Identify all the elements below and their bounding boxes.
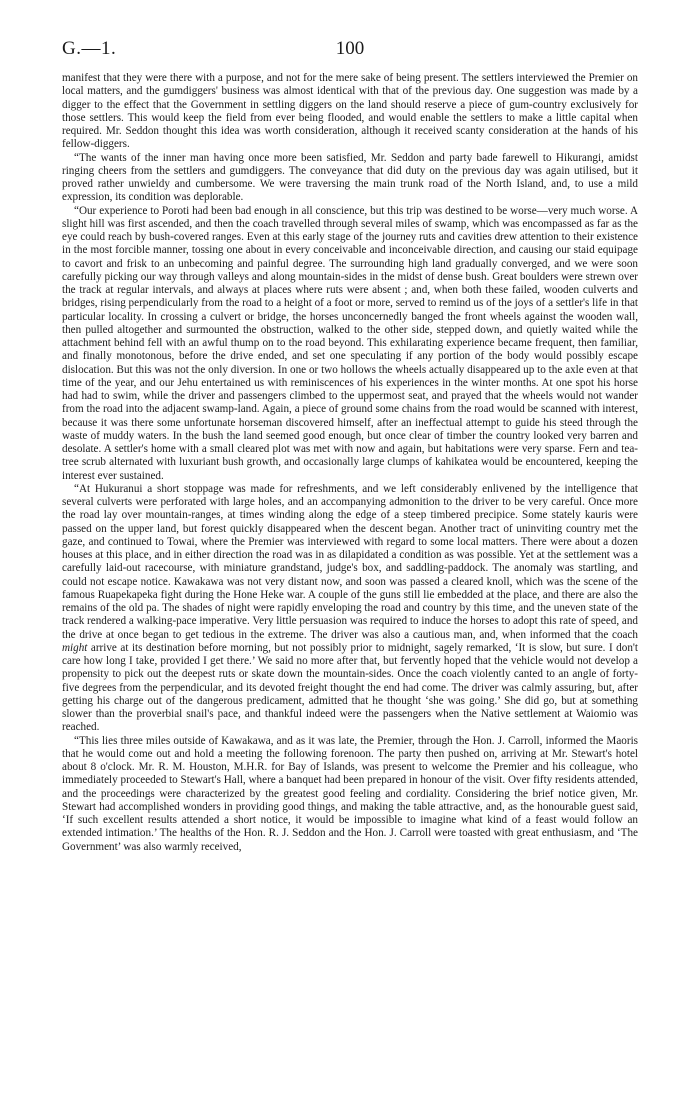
text-run: “This lies three miles outside of Kawakawa, and as it was late, the Premier, through the Hon. J. Carroll, informed the Maoris that he would come out and hold a meeting the following forenoon. The party then pushed on, arriving at Mr. Stewart's hotel about 8 o'clock. Mr. R. M. Houston, M.H.R. for Bay of Islands, was present to welcome the Premier and his colleague, who immediately proceeded to Stewart's Hall, where a banquet had been prepared in honour of the visit. Over fifty residents attended, and the proceedings were characterized by the greatest good feeling and cordiality. Considering the brief notice given, Mr. Stewart had accomplished wonders in providing good things, and making the table attractive, and, as the honourable guest said, ‘If such excellent results attended a short notice, it would be impossible to imagine what kind of a feast would follow an extended intimation.’ The healths of the Hon. R. J. Seddon and the Hon. J. Carroll were toasted with great enthusiasm, and ‘The Government’ was also warmly received, <box>62 734 638 853</box>
body-text <box>62 72 638 854</box>
paragraph <box>62 72 638 152</box>
paragraph <box>62 483 638 735</box>
text-run: “At Hukuranui a short stoppage was made for refreshments, and we left considerably enlivened by the intelligence that several culverts were perforated with large holes, and an accompanying admonition to the driver to be very careful. Once more the road lay over mountain-ranges, at times winding along the edge of a steep timbered precipice. Some stately kauris were passed on the upper land, but forest quickly disappeared when the descent began. Another tract of uninviting country met the gaze, and continued to Towai, where the Premier was interviewed with regard to some local matters. There were about a dozen houses at this place, and in either direction the road was in as dilapidated a condition as was possible. Yet at the settlement was a carefully laid-out racecourse, with miniature grandstand, judge's box, and saddling-paddock. The anomaly was startling, and could not escape notice. Kawakawa was not very distant now, and soon was passed a cleared knoll, which was the scene of the famous Ruapekapeka fight during the Hone Heke war. A couple of the guns still lie embedded at the place, and there are also the remains of the old pa. The shades of night were rapidly enveloping the road and country by this time, and the uneven state of the track rendered a walking-pace imperative. Very little persuasion was required to induce the horses to adopt this rate of speed, and the drive at once began to get tedious in the extreme. The driver was also a cautious man, and, when informed that the coach <box>62 482 638 641</box>
paragraph <box>62 205 638 483</box>
page-number: 100 <box>335 38 365 59</box>
italic-word: might <box>62 641 88 654</box>
text-run: manifest that they were there with a purpose, and not for the mere sake of being present. The settlers interviewed the Premier on local matters, and the gumdiggers' business was almost identical with that of the previous day. One suggestion was made by a digger to the effect that the Government in settling diggers on the land should reserve a piece of gum-country exclusively for those settlers. This would keep the field from ever being flooded, and would enable the settlers to make a little capital when required. Mr. Seddon thought this idea was worth consideration, although it received scanty consideration at the hands of his fellow-diggers. <box>62 72 638 151</box>
paragraph <box>62 735 638 854</box>
paragraph <box>62 152 638 205</box>
text-run: “The wants of the inner man having once more been satisfied, Mr. Seddon and party bade farewell to Hikurangi, amidst ringing cheers from the settlers and gumdiggers. The conveyance that did duty on the previous day was again utilised, but it proved rather unwieldy and cumbersome. We were traversing the main trunk road of the North Island, and, to use a mild expression, its condition was deplorable. <box>62 151 638 204</box>
page-header <box>62 38 638 62</box>
section-reference: G.—1. <box>62 38 117 59</box>
text-run: “Our experience to Poroti had been bad enough in all conscience, but this trip was destined to be worse—very much worse. A slight hill was first ascended, and then the coach travelled through several miles of swamp, which was encompassed as far as the eye could reach by bush-covered ranges. Even at this early stage of the journey ruts and cavities drew attention to their existence in the most forcible manner, tossing one about in every conceivable and inconceivable direction, and causing our staid equipage to cavort and frisk to an unbecoming and painful degree. The surrounding high land gradually converged, and we were soon carefully picking our way through valleys and along mountain-sides in the midst of dense bush. Great boulders were strewn over the track at regular intervals, and always at places where ruts were absent ; and, when both these failed, wooden culverts and bridges, rising perpendicularly from the road to a height of a foot or more, served to remind us of the joys of a settler's life in that particular locality. In crossing a culvert or bridge, the horses unconcernedly banged the front wheels against the wooden wall, then pulled altogether and surmounted the obstruction, walked to the other side, stepped down, and quietly waited while the attachment behind fell with an awful thump on to the road beyond. This exhilarating experience became frequent, then familiar, and finally monotonous, before the drive ended, and set one speculating if any portion of the body would possibly escape dislocation. But this was not the only diversion. In one or two hollows the wheels actually disappeared up to the axle even at that time of the year, and our Jehu entertained us with reminiscences of his experiences in the winter months. At one spot his horse had had to swim, while the driver and passengers climbed to the uppermost seat, and prayed that the wheels would not wander from the road into the adjacent swamp-land. Again, a piece of ground some chains from the road would be scanned with interest, because it was there some unfortunate horseman discovered himself, after an ineffectual attempt to guide his steed through the waste of muddy waters. In the bush the land seemed good enough, but once clear of timber the country looked very barren and desolate. A settler's home with a small cleared plot was met with now and again, but habitations were very sparse. Fern and tea-tree scrub alternated with luxuriant bush growth, and occasionally large clumps of kahikatea would be encountered, keeping the interest ever sustained. <box>62 204 638 482</box>
text-run: arrive at its destination before morning, but not possibly prior to midnight, sagely remarked, ‘It is slow, but sure. I don't care how long I take, provided I get there.’ We said no more after that, but fervently hoped that the vehicle would not develop a propensity to pick out the deepest ruts or skate down the mountain-sides. Once the coach violently canted to an angle of forty-five degrees from the perpendicular, and its devoted freight thought the end had come. The driver was calmly assuring, but, after getting his charge out of the dangerous predicament, admitted that he thought ‘she was going.’ She did go, but at something slower than the proverbial snail's pace, and thankful indeed were the passengers when the Native settlement at Waiomio was reached. <box>62 641 638 734</box>
